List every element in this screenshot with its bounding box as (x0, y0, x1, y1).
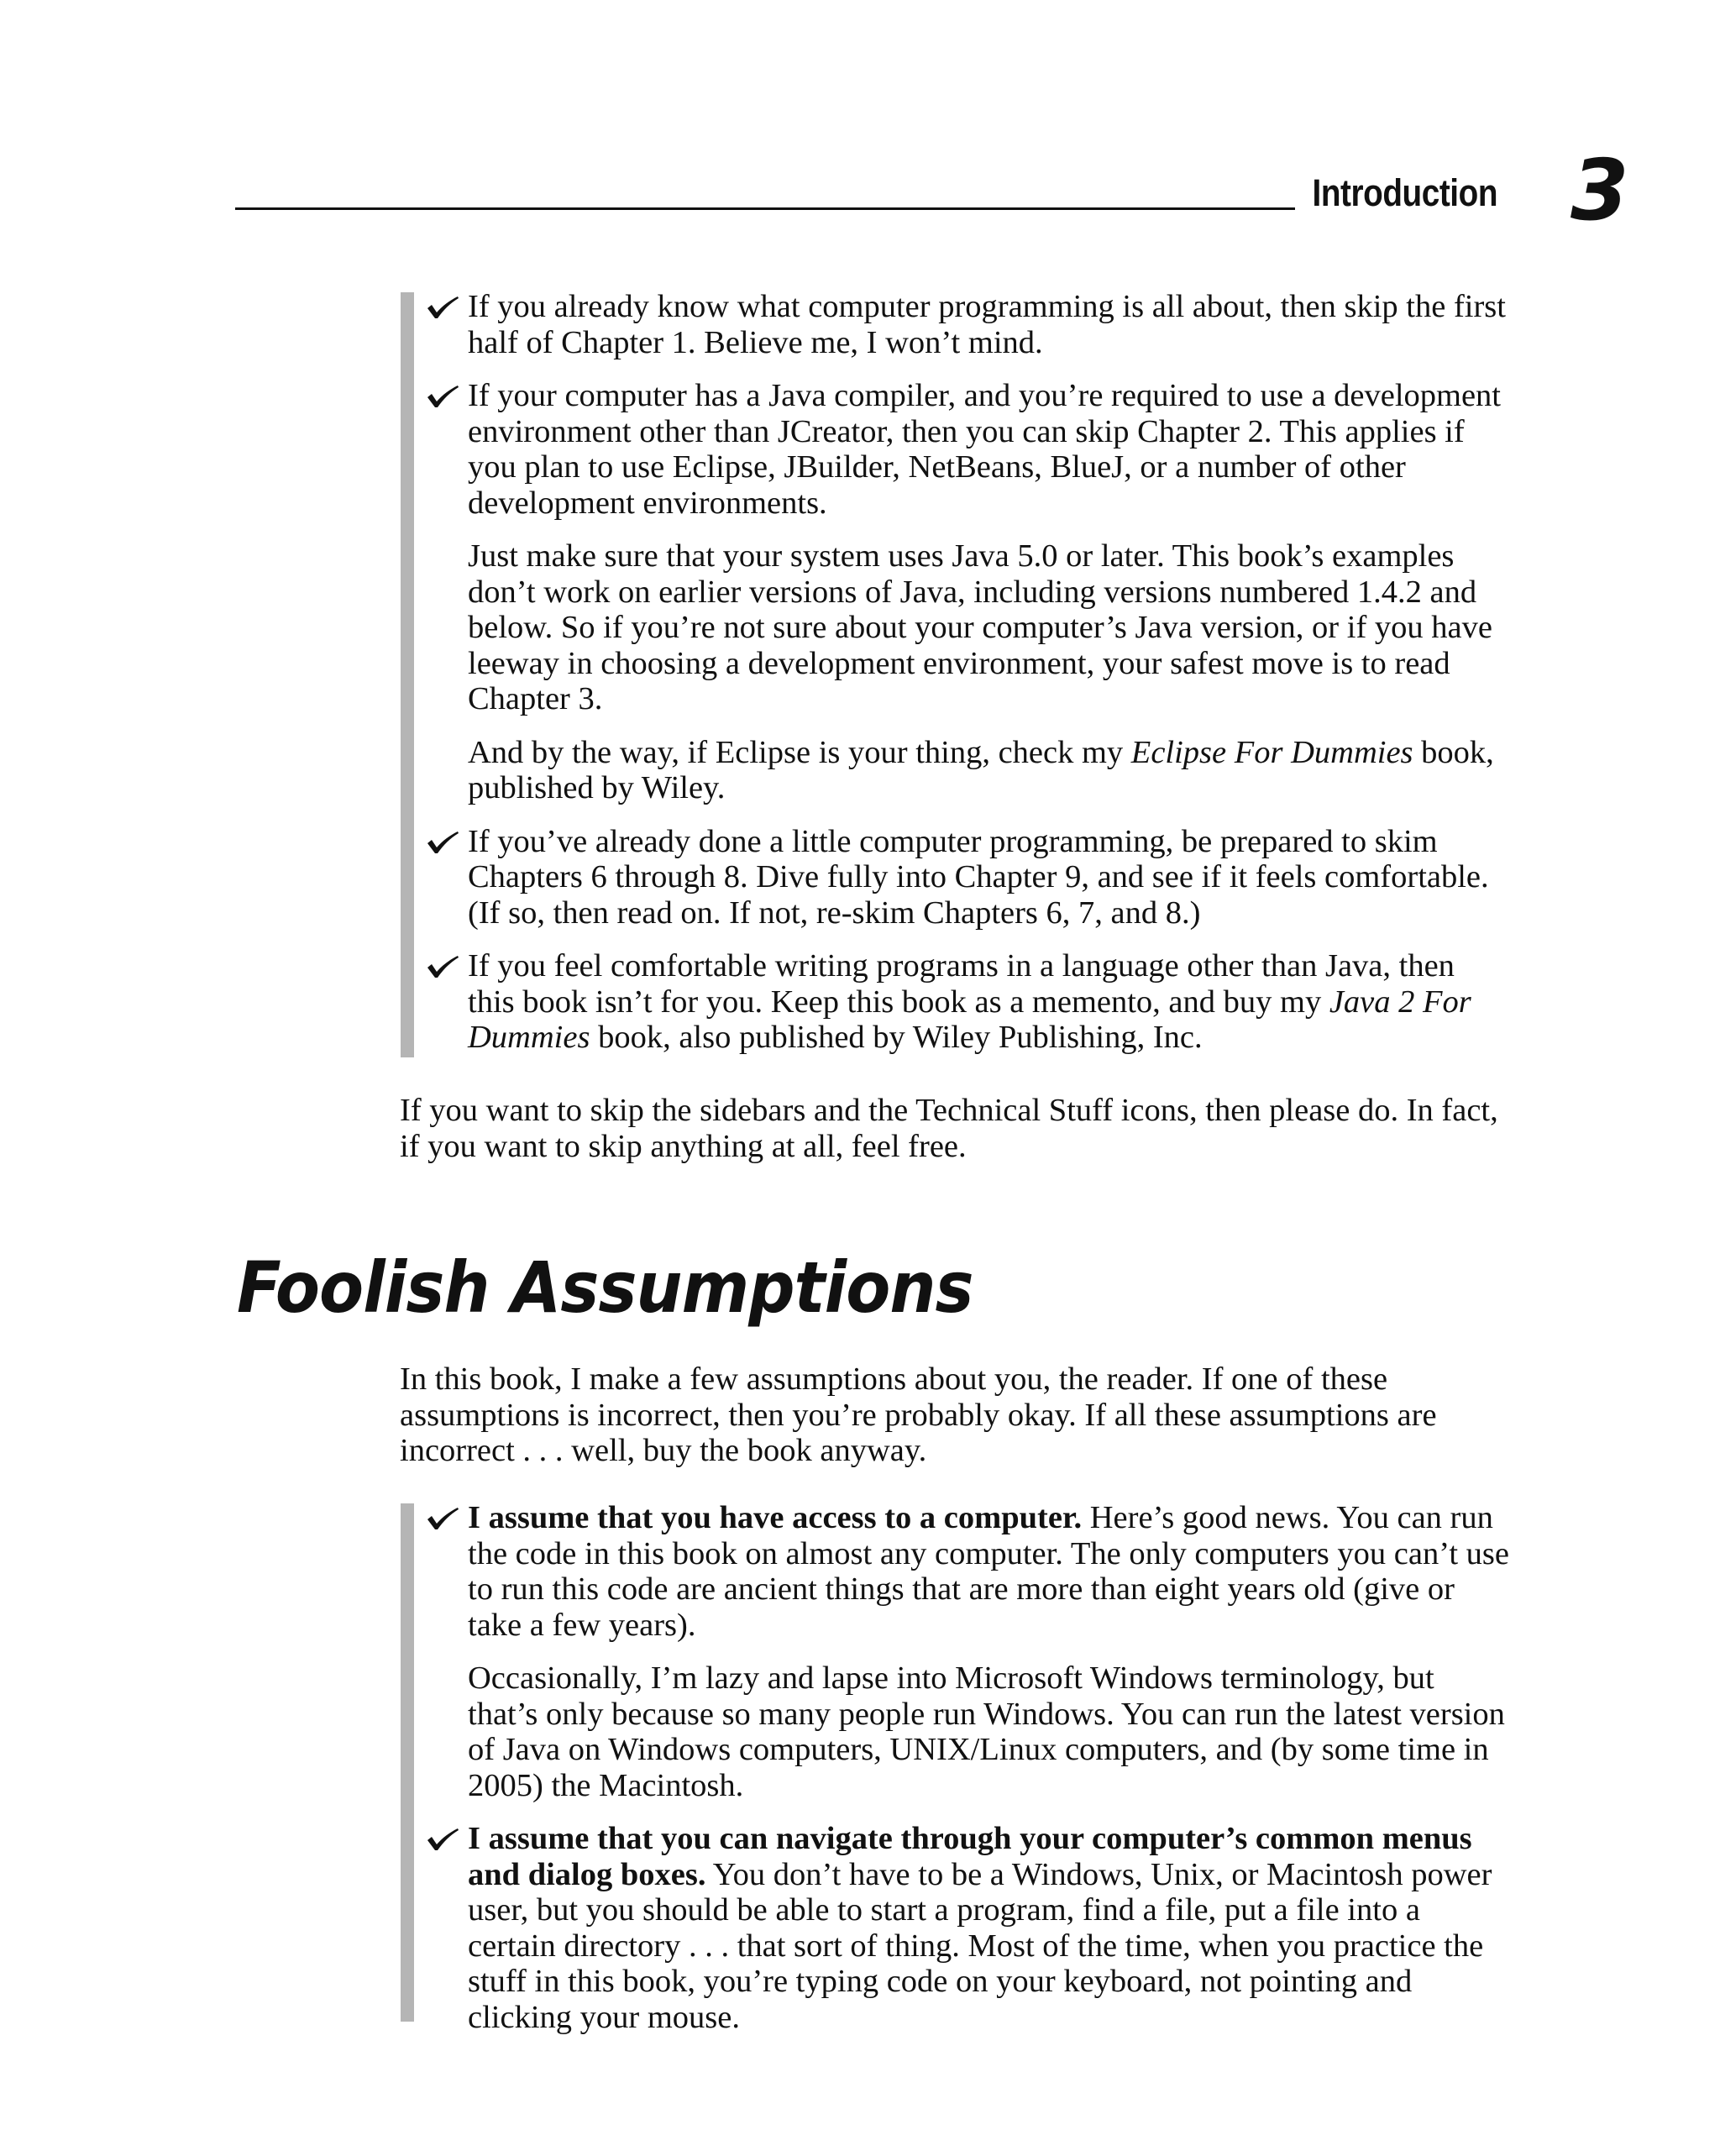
eclipse-book-title: Eclipse For Dummies (1130, 734, 1413, 770)
list-item-text: If you’ve already done a little computer programming, be prepared to skim Chapters 6 through 8. Dive fully into Chapter 9, and see if it feels comfortable. (If so, then read on. If not, re-skim Chapters 6, 7, and 8.) (468, 823, 1489, 931)
list-item (401, 1500, 1509, 1803)
list-item-text: If your computer has a Java compiler, and you’re required to use a development environment other than JCreator, then you can skip Chapter 2. This applies if you plan to use Eclipse, JBuilder, NetBeans, BlueJ, or a number of other development environments. (468, 378, 1502, 521)
check-bullet-icon (426, 1828, 459, 1851)
check-bullet-icon (426, 1507, 459, 1530)
eclipse-book-note (468, 735, 1509, 806)
page-number: 3 (1571, 141, 1629, 239)
check-bullet-icon (426, 296, 459, 319)
list-item-continuation: Occasionally, I’m lazy and lapse into Microsoft Windows terminology, but that’s only because so many people run Windows. You can run the latest version of Java on Windows computers, UNIX/Linux computers, and (by some time in 2005) the Macintosh. (468, 1660, 1505, 1803)
check-bullet-icon (426, 831, 459, 854)
eclipse-note-text: book, published by Wiley. (468, 734, 1494, 805)
assumptions-bullet-list (401, 1500, 1509, 2053)
list-item-text (468, 948, 1509, 1056)
assumption-lead: I assume that you can navigate through your computer’s common menus and dialog boxes. (468, 1821, 1472, 1892)
list-item (401, 289, 1509, 360)
header-rule (235, 207, 1295, 210)
skip-paragraph: If you want to skip the sidebars and the Technical Stuff icons, then please do. In fact, if you want to skip anything at all, feel free. (400, 1093, 1498, 1164)
list-item (401, 948, 1509, 1056)
section-heading: Foolish Assumptions (237, 1246, 973, 1329)
running-header-title: Introduction (1312, 171, 1498, 214)
assumption-text: You don’t have to be a Windows, Unix, or Macintosh power user, but you should be able to start a program, find a file, put a file into a certain directory . . . that sort of thing. Most of the time, when you practice the stuff in this book, you’re typing code on your keyboard, not pointing and clicking your mouse. (468, 1856, 1492, 2035)
check-bullet-icon (426, 955, 459, 978)
assumption-lead: I assume that you have access to a computer. (468, 1500, 1083, 1535)
list-item-text-part: book, also published by Wiley Publishing, Inc. (590, 1020, 1203, 1055)
list-item-text-part: If you feel comfortable writing programs in a language other than Java, then this book isn’t for you. Keep this book as a memento, and buy my (468, 948, 1455, 1020)
book-title: Java 2 For Dummies (468, 984, 1471, 1055)
check-bullet-icon (426, 385, 459, 408)
assumptions-intro: In this book, I make a few assumptions about you, the reader. If one of these assumptions is incorrect, then you’re probably okay. If all these assumptions are incorrect . . . well, buy the book anyway. (400, 1361, 1437, 1468)
list-item (401, 1821, 1509, 2035)
eclipse-note-text: And by the way, if Eclipse is your thing, check my (468, 734, 1131, 770)
list-item-text (468, 1500, 1509, 1643)
list-item-continuation: Just make sure that your system uses Java 5.0 or later. This book’s examples don’t work on earlier versions of Java, including versions numbered 1.4.2 and below. So if you’re not sure about your computer’s Java version, or if you have leeway in choosing a development environment, your safest move is to read Chapter 3. (468, 538, 1492, 716)
skip-bullet-list (401, 289, 1509, 1073)
list-item-text: If you already know what computer programming is all about, then skip the first half of Chapter 1. Believe me, I won’t mind. (468, 289, 1506, 360)
list-item (401, 378, 1509, 806)
list-item (401, 824, 1509, 931)
list-item-text (468, 1821, 1509, 2035)
assumption-text: Here’s good news. You can run the code in this book on almost any computer. The only computers you can’t use to run this code are ancient things that are more than eight years old (give or take a few years). (468, 1500, 1509, 1643)
